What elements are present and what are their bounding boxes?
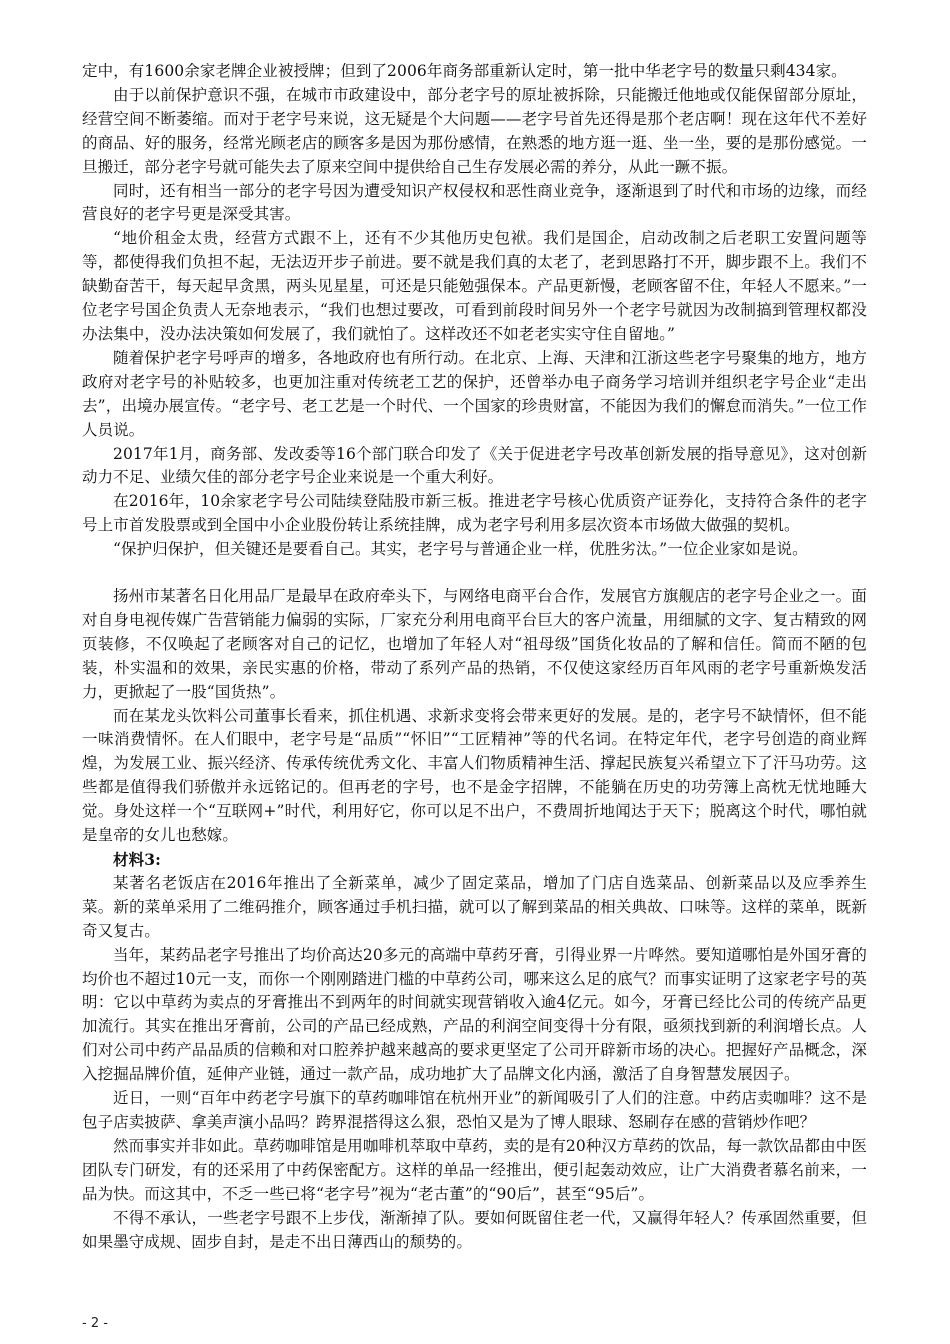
section-part2 bbox=[82, 585, 867, 848]
paragraph: 定中，有1600余家老牌企业被授牌；但到了2006年商务部重新认定时，第一批中华老字号的数量只剩434家。 bbox=[82, 62, 847, 80]
paragraph: 由于以前保护意识不强，在城市市政建设中，部分老字号的原址被拆除，只能搬迁他地或仅能保留部分原址，经营空间不断萎缩。而对于老字号来说，这无疑是个大问题——老字号首先还得是那个老店啊！现在这年代不差好的商品、好的服务，经常光顾老店的顾客多是因为那份感情，在熟悉的地方逛一逛、坐一坐，要的是那份感觉。一旦搬迁，部分老字号就可能失去了原来空间中提供给自己生存发展必需的养分，从此一蹶不振。 bbox=[82, 85, 867, 176]
paragraph: 然而事实并非如此。草药咖啡馆是用咖啡机萃取中草药，卖的是有20种汉方草药的饮品，每一款饮品都由中医团队专门研发，有的还采用了中药保密配方。这样的单品一经推出，便引起轰动效应，让广大消费者慕名前来，一品为快。而这其中，不乏一些已将“老字号”视为“老古董”的“90后”，甚至“95后”。 bbox=[82, 1136, 867, 1203]
paragraph: 同时，还有相当一部分的老字号因为遭受知识产权侵权和恶性商业竞争，逐渐退到了时代和市场的边缘，而经营良好的老字号更是深受其害。 bbox=[82, 181, 867, 224]
paragraph: 在2016年，10余家老字号公司陆续登陆股市新三板。推进老字号核心优质资产证券化，支持符合条件的老字号上市首发股票或到全国中小企业股份转让系统挂牌，成为老字号利用多层次资本市场做大做强的契机。 bbox=[82, 492, 867, 535]
section-part1 bbox=[82, 60, 867, 562]
paragraph: 当年，某药品老字号推出了均价高达20多元的高端中草药牙膏，引得业界一片哗然。要知道哪怕是外国牙膏的均价也不超过10元一支，而你一个刚刚踏进门槛的中草药公司，哪来这么足的底气？而事实证明了这家老字号的英明：它以中草药为卖点的牙膏推出不到两年的时间就实现营销收入逾4亿元。如今，牙膏已经比公司的传统产品更加流行。其实在推出牙膏前，公司的产品已经成熟，产品的利润空间变得十分有限，亟须找到新的利润增长点。人们对公司中药产品品质的信赖和对口腔养护越来越高的要求更坚定了公司开辟新市场的决心。把握好产品概念，深入挖掘品牌价值，延伸产业链，通过一款产品，成功地扩大了品牌文化内涵，激活了自身智慧发展因子。 bbox=[82, 945, 867, 1084]
paragraph: 不得不承认，一些老字号跟不上步伐，渐渐掉了队。要如何既留住老一代，又赢得年轻人？传承固然重要，但如果墨守成规、固步自封，是走不出日薄西山的颓势的。 bbox=[82, 1208, 867, 1251]
document-body bbox=[82, 60, 867, 1254]
paragraph: 2017年1月，商务部、发改委等16个部门联合印发了《关于促进老字号改革创新发展的指导意见》，这对创新动力不足、业绩欠佳的部分老字号企业来说是一个重大利好。 bbox=[82, 444, 867, 487]
section-gap bbox=[82, 562, 867, 585]
paragraph: 随着保护老字号呼声的增多，各地政府也有所行动。在北京、上海、天津和江浙这些老字号聚集的地方，地方政府对老字号的补贴较多，也更加注重对传统老工艺的保护，还曾举办电子商务学习培训并组织老字号企业“走出去”，出境办展宣传。“老字号、老工艺是一个时代、一个国家的珍贵财富，不能因为我们的懈怠而消失。”一位工作人员说。 bbox=[82, 348, 867, 439]
paragraph: 近日，一则“百年中药老字号旗下的草药咖啡馆在杭州开业”的新闻吸引了人们的注意。中药店卖咖啡？这不是包子店卖披萨、拿美声演小品吗？跨界混搭得这么狠，恐怕又是为了博人眼球、怒刷存在感的营销炒作吧？ bbox=[82, 1089, 867, 1131]
paragraph: 而在某龙头饮料公司董事长看来，抓住机遇、求新求变将会带来更好的发展。是的，老字号不缺情怀，但不能一味消费情怀。在人们眼中，老字号是“品质”“怀旧”“工匠精神”等的代名词。在特定年代，老字号创造的商业辉煌，为发展工业、振兴经济、传承传统优秀文化、丰富人们物质精神生活、撑起民族复兴希望立下了汗马功劳。这些都是值得我们骄傲并永远铭记的。但再老的字号，也不是金字招牌，不能躺在历史的功劳簿上高枕无忧地睡大觉。身处这样一个“互联网+”时代，利用好它，你可以足不出户，不费周折地闻达于天下；脱离这个时代，哪怕就是皇帝的女儿也愁嫁。 bbox=[82, 706, 867, 845]
paragraph: 扬州市某著名日化用品厂是最早在政府牵头下，与网络电商平台合作，发展官方旗舰店的老字号企业之一。面对自身电视传媒广告营销能力偏弱的实际，厂家充分利用电商平台巨大的客户流量，用细腻的文字、复古精致的网页装修，不仅唤起了老顾客对自己的记忆，也增加了年轻人对“祖母级”国货化妆品的了解和信任。简而不陋的包装，朴实温和的效果，亲民实惠的价格，带动了系列产品的热销，不仅使这家经历百年风雨的老字号重新焕发活力，更掀起了一股“国货热”。 bbox=[82, 587, 867, 701]
paragraph: 某著名老饭店在2016年推出了全新菜单，减少了固定菜品，增加了门店自选菜品、创新菜品以及应季养生菜。新的菜单采用了二维码推介，顾客通过手机扫描，就可以了解到菜品的相关典故、口味等。这样的菜单，既新奇又复古。 bbox=[82, 873, 867, 940]
page-number: - 2 - bbox=[82, 1316, 108, 1331]
material-heading: 材料3: bbox=[113, 850, 161, 869]
section-part3 bbox=[82, 872, 867, 1255]
paragraph: “地价租金太贵，经营方式跟不上，还有不少其他历史包袱。我们是国企，启动改制之后老职工安置问题等等，都使得我们负担不起，无法迈开步子前进。要不就是我们真的太老了，老到思路打不开，脚步跟不上。我们不缺勤奋苦干，每天起早贪黑，两头见星星，可还是只能勉强保本。产品更新慢，老顾客留不住，年轻人不愿来。”一位老字号国企负责人无奈地表示，“我们也想过要改，可看到前段时间另外一个老字号就因为改制搞到管理权都没办法集中，没办法决策如何发展了，我们就怕了。这样改还不如老老实实守住自留地。” bbox=[82, 229, 867, 343]
paragraph: “保护归保护，但关键还是要看自己。其实，老字号与普通企业一样，优胜劣汰。”一位企业家如是说。 bbox=[113, 540, 808, 559]
